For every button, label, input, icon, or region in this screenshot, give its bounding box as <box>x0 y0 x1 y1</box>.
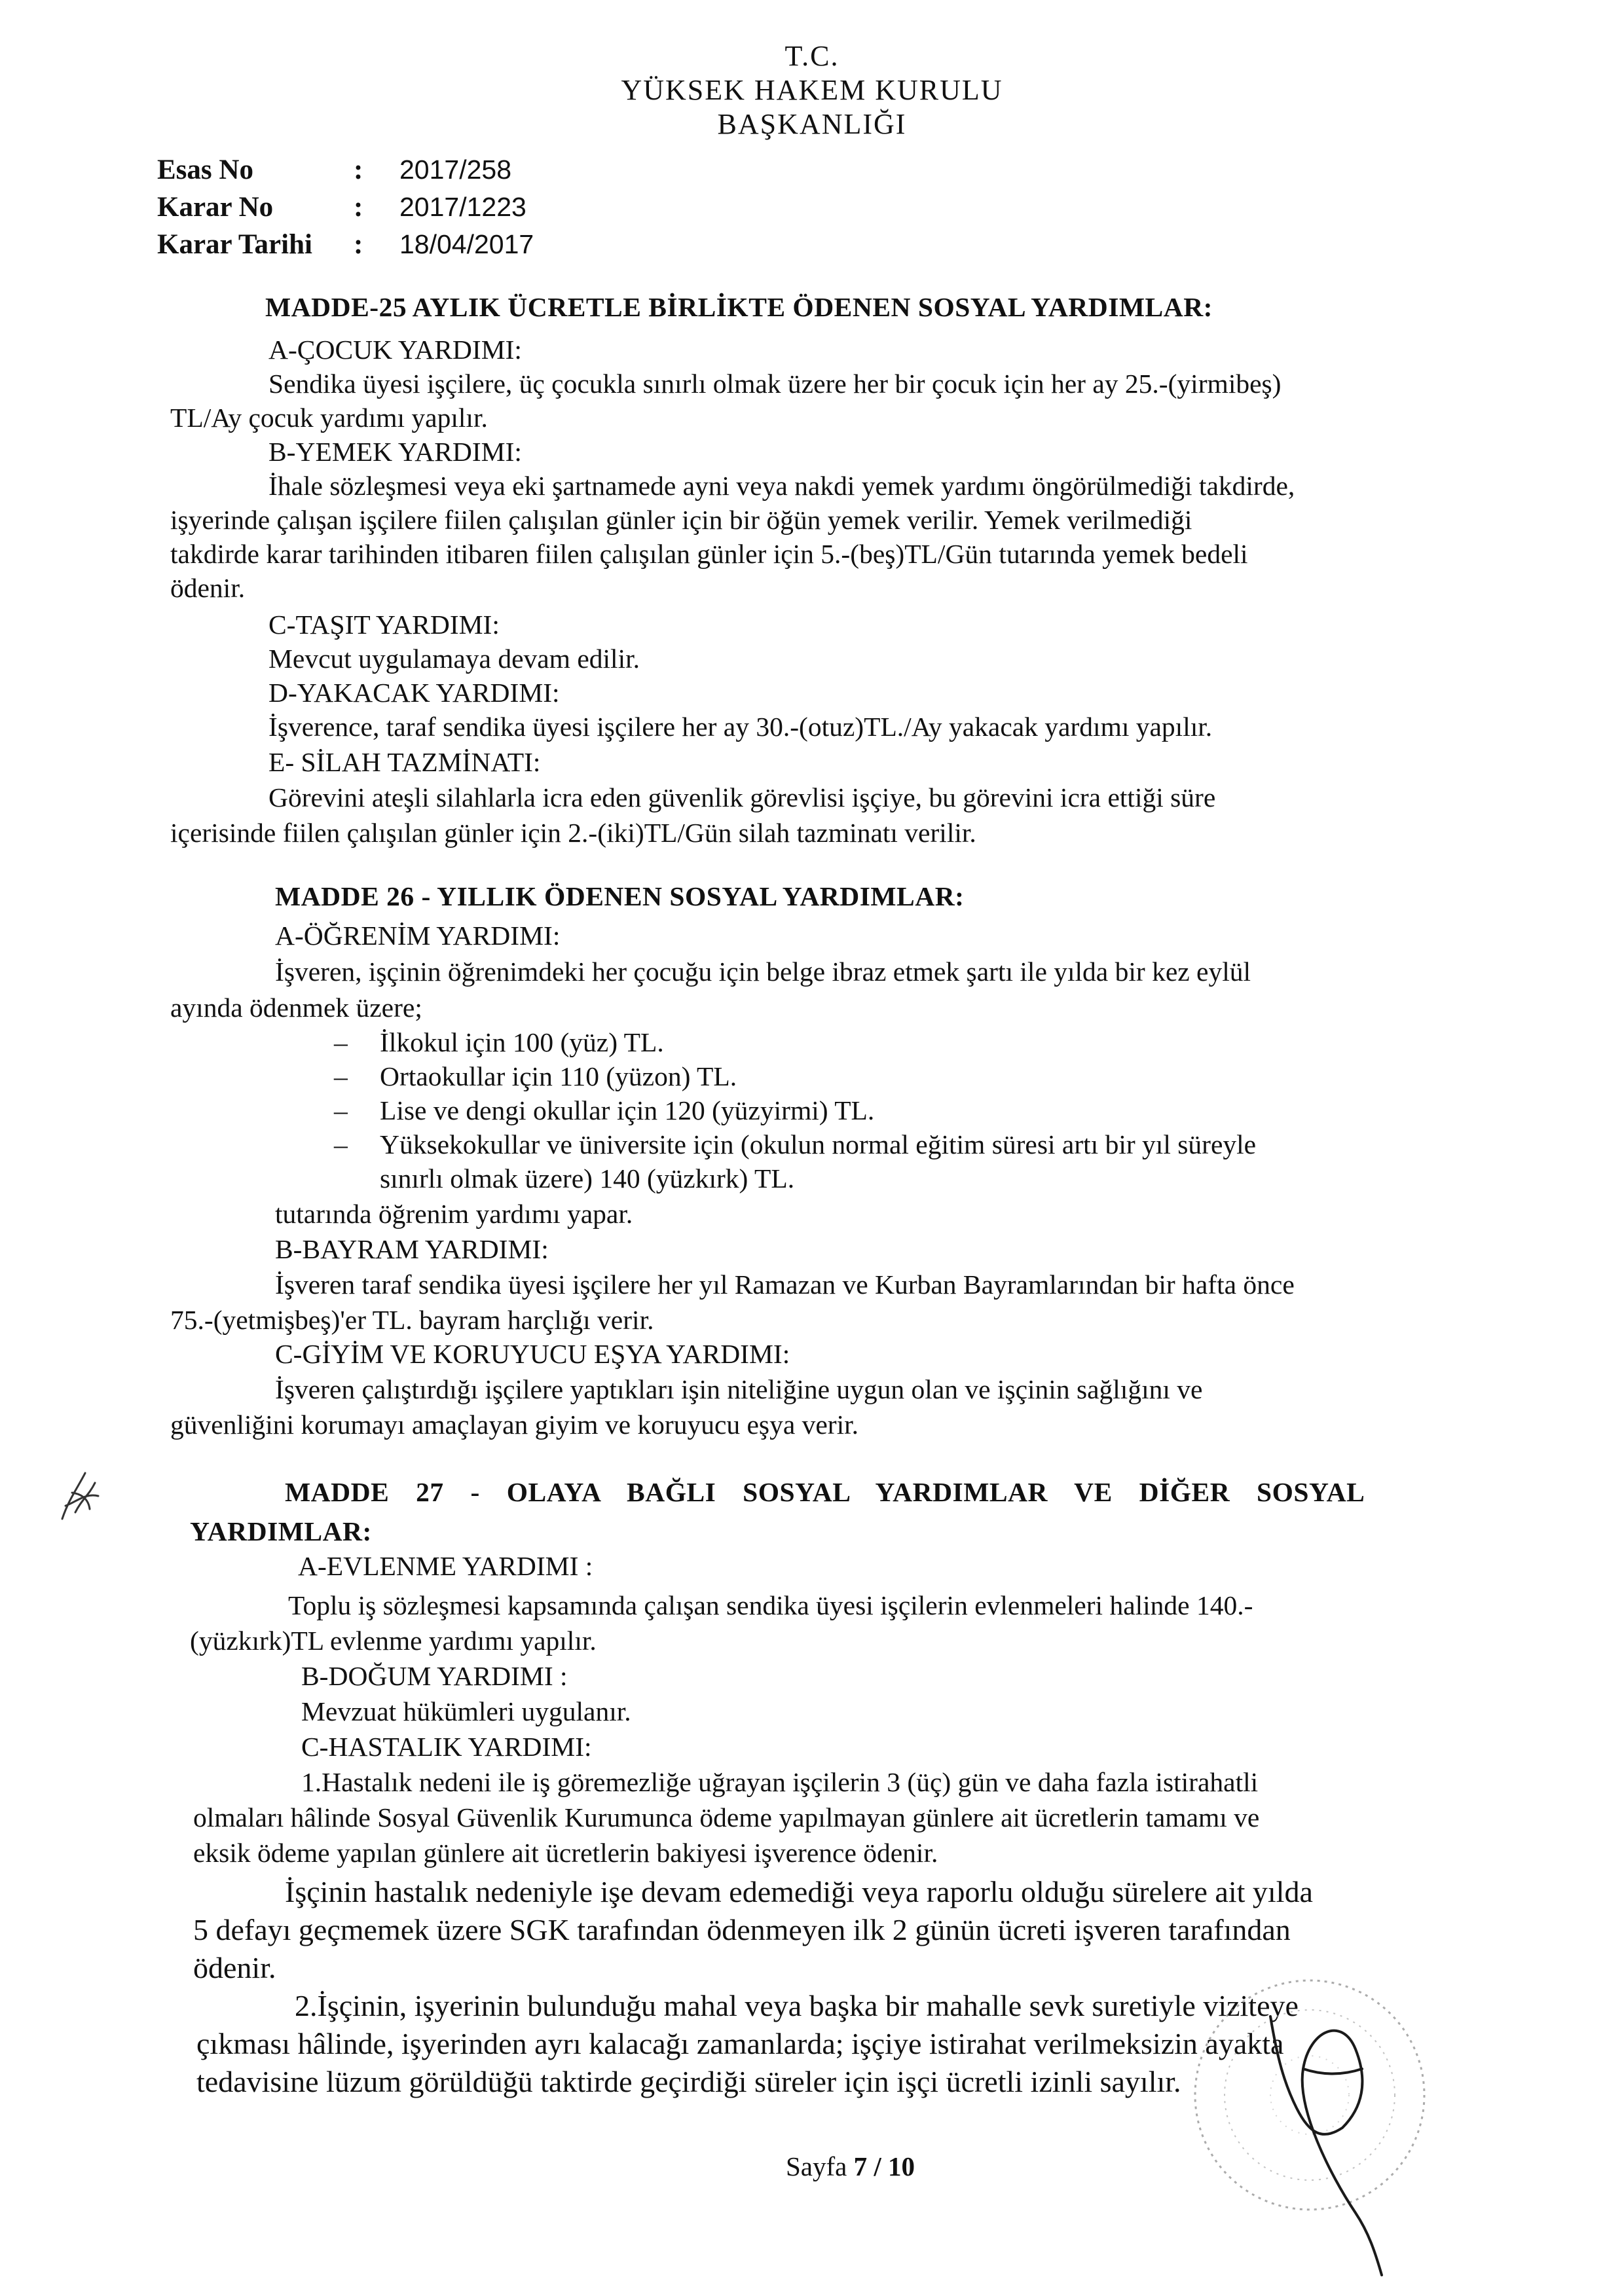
page-total: 10 <box>888 2151 915 2181</box>
m25-d-line1: İşverence, taraf sendika üyesi işçilere her ay 30.-(otuz)TL./Ay yakacak yardımı yapılır. <box>268 712 1213 742</box>
esas-label: Esas No <box>157 155 253 185</box>
madde-27-title: MADDE 27 - OLAYA BAĞLI SOSYAL YARDIMLAR VE DİĞER SOSYAL <box>285 1477 1365 1507</box>
m25-e-heading: E- SİLAH TAZMİNATI: <box>268 747 541 777</box>
m27-b-heading: B-DOĞUM YARDIMI : <box>301 1661 568 1691</box>
m27-c-line9: tedavisine lüzum görüldüğü taktirde geçirdiği süreler için işçi ücretli izinli sayılır. <box>196 2065 1181 2098</box>
m26-bullet-yuksekokul-cont: sınırlı olmak üzere) 140 (yüzkırk) TL. <box>380 1163 795 1194</box>
m26-bullet-yuksekokul <box>334 1129 1256 1161</box>
meta-karar-row <box>157 191 526 223</box>
bullet-dash: – <box>334 1027 348 1057</box>
m26-b-line2: 75.-(yetmişbeş)'er TL. bayram harçlığı verir. <box>170 1305 654 1335</box>
m25-b-line3: takdirde karar tarihinden itibaren fiilen çalışılan günler için 5.-(beş)TL/Gün tutarında yemek bedeli <box>170 539 1248 569</box>
m27-b-line1: Mevzuat hükümleri uygulanır. <box>301 1696 631 1726</box>
page-prefix: Sayfa <box>786 2151 847 2181</box>
m25-c-line1: Mevcut uygulamaya devam edilir. <box>268 644 640 674</box>
header-department: BAŞKANLIĞI <box>717 108 907 140</box>
bullet-dash: – <box>334 1095 348 1125</box>
m25-b-line1: İhale sözleşmesi veya eki şartnamede ayni veya nakdi yemek yardımı öngörülmediği takdirde, <box>268 471 1295 501</box>
header-tc: T.C. <box>784 40 840 72</box>
m26-a-heading: A-ÖĞRENİM YARDIMI: <box>275 920 561 951</box>
madde-25-title: MADDE-25 AYLIK ÜCRETLE BİRLİKTE ÖDENEN SOSYAL YARDIMLAR: <box>265 292 1213 322</box>
page-current: 7 <box>853 2151 868 2181</box>
m27-c-heading: C-HASTALIK YARDIMI: <box>301 1732 592 1762</box>
esas-value: 2017/258 <box>399 155 512 185</box>
page-separator: / <box>874 2151 881 2181</box>
m27-a-line1: Toplu iş sözleşmesi kapsamında çalışan sendika üyesi işçilerin evlenmeleri halinde 140.- <box>288 1590 1253 1620</box>
m27-c-line3: eksik ödeme yapılan günlere ait ücretlerin bakiyesi işverence ödenir. <box>193 1838 938 1868</box>
bullet-text: Lise ve dengi okullar için 120 (yüzyirmi) TL. <box>380 1095 875 1125</box>
margin-initial-signature <box>49 1460 108 1532</box>
m25-b-line2: işyerinde çalışan işçilere fiilen çalışılan günler için bir öğün yemek verilir. Yemek verilmediği <box>170 505 1192 535</box>
m26-a-end: tutarında öğrenim yardımı yapar. <box>275 1199 633 1229</box>
madde-26-title: MADDE 26 - YILLIK ÖDENEN SOSYAL YARDIMLAR: <box>275 881 965 911</box>
m26-bullet-ilkokul <box>334 1027 664 1059</box>
m27-a-line2: (yüzkırk)TL evlenme yardımı yapılır. <box>190 1626 597 1656</box>
header-institution: YÜKSEK HAKEM KURULU <box>621 74 1003 106</box>
m27-c-line2: olmaları hâlinde Sosyal Güvenlik Kurumunca ödeme yapılmayan günlere ait ücretlerin tamamı ve <box>193 1802 1260 1832</box>
m26-bullet-lise <box>334 1095 874 1127</box>
m26-bullet-ortaokul <box>334 1061 737 1093</box>
m27-c-line6: ödenir. <box>193 1951 276 1984</box>
bullet-text: Ortaokullar için 110 (yüzon) TL. <box>380 1061 737 1091</box>
m25-e-line2: içerisinde fiilen çalışılan günler için 2.-(iki)TL/Gün silah tazminatı verilir. <box>170 818 976 848</box>
m27-c-line4: İşçinin hastalık nedeniyle işe devam edemediği veya raporlu olduğu sürelere ait yılda <box>285 1875 1313 1908</box>
m25-b-line4: ödenir. <box>170 573 246 603</box>
meta-esas-row <box>157 154 511 186</box>
karar-value: 2017/1223 <box>399 192 526 222</box>
m26-c-line2: güvenliğini korumayı amaçlayan giyim ve koruyucu eşya verir. <box>170 1410 859 1440</box>
bullet-dash: – <box>334 1129 348 1159</box>
karar-colon: : <box>354 192 363 223</box>
m27-c-line1: 1.Hastalık nedeni ile iş göremezliğe uğrayan işçilerin 3 (üç) gün ve daha fazla istirahatli <box>301 1767 1259 1797</box>
bullet-text: İlkokul için 100 (yüz) TL. <box>380 1027 664 1057</box>
m26-c-heading: C-GİYİM VE KORUYUCU EŞYA YARDIMI: <box>275 1339 790 1369</box>
m26-a-line2: ayında ödenmek üzere; <box>170 993 422 1023</box>
m25-b-heading: B-YEMEK YARDIMI: <box>268 437 522 467</box>
madde-27-title-cont: YARDIMLAR: <box>190 1516 372 1546</box>
tarih-label: Karar Tarihi <box>157 229 312 260</box>
m25-a-heading: A-ÇOCUK YARDIMI: <box>268 335 522 365</box>
m25-a-line2: TL/Ay çocuk yardımı yapılır. <box>170 403 488 433</box>
meta-tarih-row <box>157 228 534 261</box>
bullet-text: Yüksekokullar ve üniversite için (okulun normal eğitim süresi artı bir yıl süreyle <box>380 1129 1257 1159</box>
esas-colon: : <box>354 155 363 185</box>
m27-c-line7: 2.İşçinin, işyerinin bulunduğu mahal veya başka bir mahalle sevk suretiyle viziteye <box>295 1989 1299 2022</box>
m27-a-heading: A-EVLENME YARDIMI : <box>298 1551 593 1581</box>
m26-b-heading: B-BAYRAM YARDIMI: <box>275 1234 549 1264</box>
page-number <box>786 2151 915 2182</box>
m26-a-line1: İşveren, işçinin öğrenimdeki her çocuğu için belge ibraz etmek şartı ile yılda bir kez eylül <box>275 957 1251 987</box>
m27-c-line8: çıkması hâlinde, işyerinden ayrı kalacağı zamanlarda; işçiye istirahat verilmeksizin ayakta <box>196 2027 1284 2060</box>
bullet-dash: – <box>334 1061 348 1091</box>
m25-c-heading: C-TAŞIT YARDIMI: <box>268 610 500 640</box>
m25-a-line1: Sendika üyesi işçilere, üç çocukla sınırlı olmak üzere her bir çocuk için her ay 25.-(yirmibeş) <box>268 369 1282 399</box>
m25-d-heading: D-YAKACAK YARDIMI: <box>268 678 560 708</box>
m25-e-line1: Görevini ateşli silahlarla icra eden güvenlik görevlisi işçiye, bu görevini icra ettiği süre <box>268 782 1216 812</box>
m26-b-line1: İşveren taraf sendika üyesi işçilere her yıl Ramazan ve Kurban Bayramlarından bir hafta önce <box>275 1269 1295 1300</box>
tarih-value: 18/04/2017 <box>399 229 534 259</box>
karar-label: Karar No <box>157 192 274 223</box>
tarih-colon: : <box>354 229 363 260</box>
signature <box>1231 1977 1428 2278</box>
m26-c-line1: İşveren çalıştırdığı işçilere yaptıkları işin niteliğine uygun olan ve işçinin sağlığını ve <box>275 1374 1203 1404</box>
m27-c-line5: 5 defayı geçmemek üzere SGK tarafından ödenmeyen ilk 2 günün ücreti işveren tarafından <box>193 1913 1291 1946</box>
